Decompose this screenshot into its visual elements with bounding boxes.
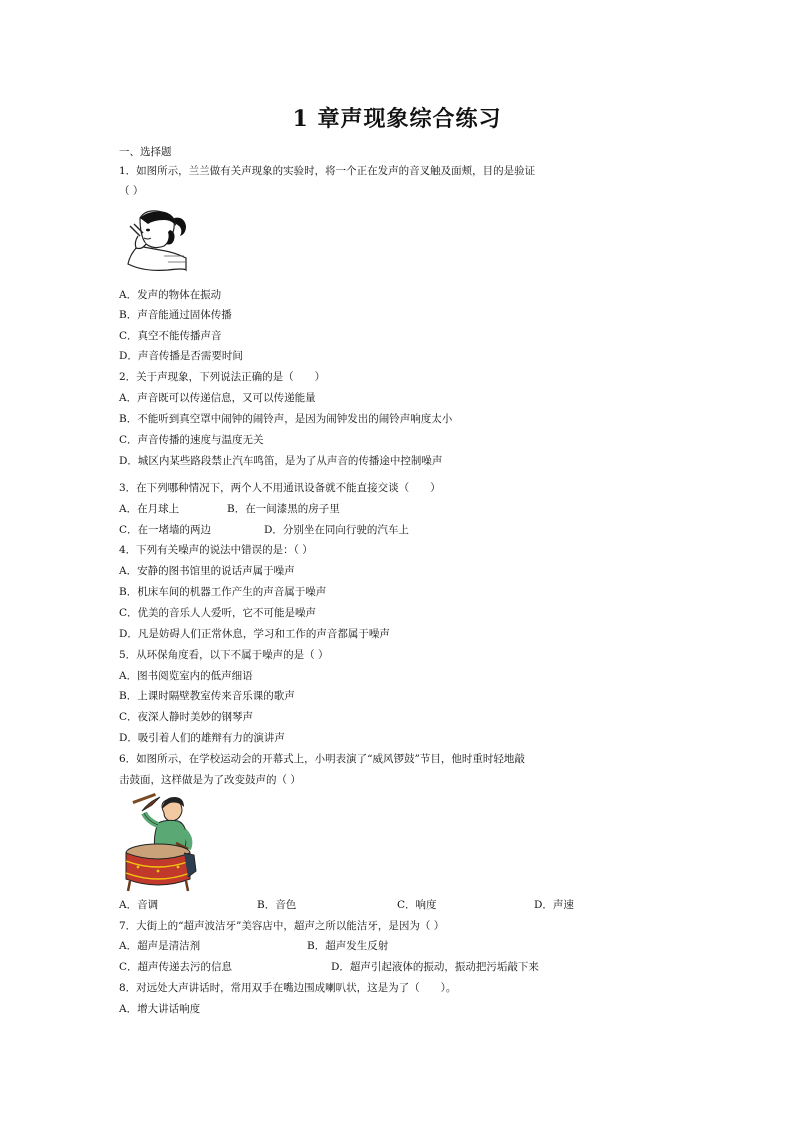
q4-option-b: B．机床车间的机器工作产生的声音属于噪声 bbox=[119, 586, 327, 598]
q1-option-d: D．声音传播是否需要时间 bbox=[119, 350, 243, 362]
q7-stem: 7．大街上的“超声波洁牙”美容店中，超声之所以能洁牙，是因为（ ） bbox=[119, 920, 445, 932]
q5-option-d: D．吸引着人们的雄辩有力的演讲声 bbox=[119, 732, 285, 744]
boy-drumming-illustration bbox=[118, 791, 206, 895]
q1-option-a: A．发声的物体在振动 bbox=[119, 289, 222, 301]
q6-option-c: C．响度 bbox=[397, 899, 437, 911]
q5-option-c: C．夜深人静时美妙的钢琴声 bbox=[119, 711, 254, 723]
q5-stem: 5．从环保角度看，以下不属于噪声的是（ ） bbox=[119, 649, 329, 661]
q4-option-d: D．凡是妨碍人们正常休息，学习和工作的声音都属于噪声 bbox=[119, 628, 390, 640]
q3-option-c: C．在一堵墙的两边 bbox=[119, 524, 212, 536]
q4-option-c: C．优美的音乐人人爱听，它不可能是噪声 bbox=[119, 607, 317, 619]
q7-option-c: C．超声传递去污的信息 bbox=[119, 961, 233, 973]
q8-option-a: A．增大讲话响度 bbox=[119, 1003, 201, 1015]
q1-option-b: B．声音能通过固体传播 bbox=[119, 309, 232, 321]
q4-stem: 4．下列有关噪声的说法中错误的是：（ ） bbox=[119, 544, 313, 556]
q5-option-a: A．图书阅览室内的低声细语 bbox=[119, 670, 253, 682]
q8-stem: 8．对远处大声讲话时，常用双手在嘴边围成喇叭状，这是为了（ ）。 bbox=[119, 982, 457, 994]
q6-stem-cont: 击鼓面，这样做是为了改变鼓声的（ ） bbox=[119, 774, 301, 786]
q2-option-d: D．城区内某些路段禁止汽车鸣笛，是为了从声音的传播途中控制噪声 bbox=[119, 455, 443, 467]
q7-option-d: D．超声引起液体的振动，振动把污垢敲下来 bbox=[331, 961, 539, 973]
q6-option-d: D．声速 bbox=[534, 899, 574, 911]
q3-option-a: A．在月球上 bbox=[119, 503, 180, 515]
q7-option-a: A．超声是清洁剂 bbox=[119, 940, 201, 952]
q6-stem: 6．如图所示，在学校运动会的开幕式上，小明表演了“威风锣鼓”节目，他时重时轻地敲 bbox=[119, 753, 525, 765]
q4-option-a: A．安静的图书馆里的说话声属于噪声 bbox=[119, 565, 295, 577]
q2-option-b: B．不能听到真空罩中闹钟的闹铃声，是因为闹钟发出的闹铃声响度太小 bbox=[119, 413, 453, 425]
page-title: 1 章声现象综合练习 bbox=[292, 106, 502, 132]
section-heading: 一、选择题 bbox=[119, 146, 172, 158]
q1-stem-cont: （ ） bbox=[119, 185, 144, 197]
q3-stem: 3．在下列哪种情况下，两个人不用通讯设备就不能直接交谈（ ） bbox=[119, 482, 441, 494]
q1-option-c: C．真空不能传播声音 bbox=[119, 330, 222, 342]
q1-stem: 1．如图所示，兰兰做有关声现象的实验时，将一个正在发声的音叉触及面颊，目的是验证 bbox=[119, 165, 536, 177]
q2-option-a: A．声音既可以传递信息，又可以传递能量 bbox=[119, 392, 316, 404]
q5-option-b: B．上课时隔壁教室传来音乐课的歌声 bbox=[119, 690, 295, 702]
q6-option-a: A．音调 bbox=[119, 899, 159, 911]
q2-option-c: C．声音传播的速度与温度无关 bbox=[119, 434, 264, 446]
girl-tuning-fork-illustration bbox=[124, 206, 190, 274]
q3-option-d: D．分别坐在同向行驶的汽车上 bbox=[264, 524, 409, 536]
q2-stem: 2．关于声现象，下列说法正确的是（ ） bbox=[119, 371, 326, 383]
q7-option-b: B．超声发生反射 bbox=[307, 940, 389, 952]
q6-option-b: B．音色 bbox=[257, 899, 297, 911]
q3-option-b: B．在一间漆黑的房子里 bbox=[227, 503, 340, 515]
